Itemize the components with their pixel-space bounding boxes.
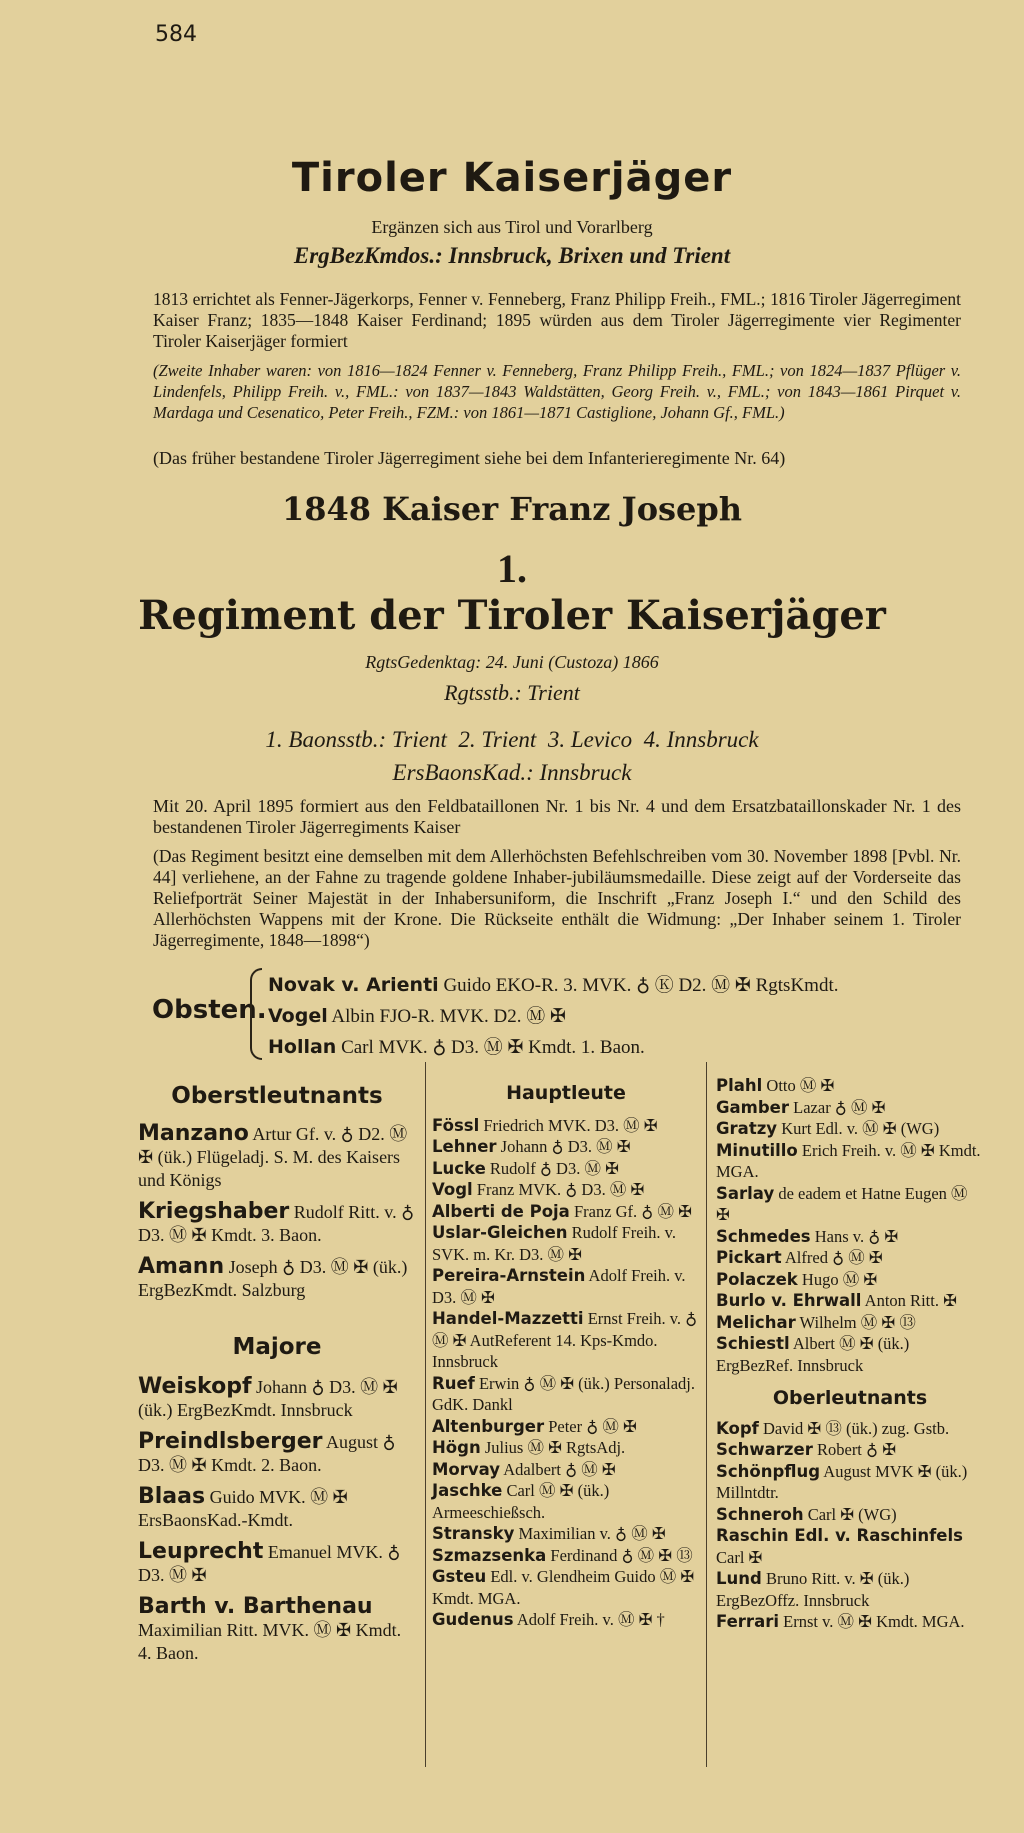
officer-entry: Szmazsenka Ferdinand ♁ Ⓜ ✠ ⑬ [432, 1545, 693, 1565]
officer-entry: Schmedes Hans v. ♁ ✠ [716, 1226, 899, 1246]
column-oberstleutnants-majore [138, 1085, 416, 1665]
column-hauptleute [432, 1083, 700, 1631]
officer-entry: Melichar Wilhelm Ⓜ ✠ ⑬ [716, 1312, 916, 1332]
officer-entry: Polaczek Hugo Ⓜ ✠ [716, 1269, 878, 1289]
obsten-entry: Hollan Carl MVK. ♁ D3. Ⓜ ✠ Kmdt. 1. Baon. [268, 1036, 645, 1058]
officer-entry: Schwarzer Robert ♁ ✠ [716, 1440, 897, 1459]
officer-entry: Manzano Artur Gf. v. ♁ D2. Ⓜ ✠ (ük.) Flügeladj. S. M. des Kaisers und Königs [138, 1121, 408, 1190]
battalion-staffs: 1. Baonsstb.: Trient 2. Trient 3. Levico 4. Innsbruck [265, 727, 759, 752]
officer-entry: Minutillo Erich Freih. v. Ⓜ ✠ Kmdt. MGA. [716, 1140, 981, 1181]
officer-entry: Schönpflug August MVK ✠ (ük.) Millntdtr. [716, 1461, 968, 1502]
owners-paragraph: (Zweite Inhaber waren: von 1816—1824 Fenner v. Fenneberg, Franz Philipp Freih., FML.; von 1824—1837 Pflüger v. Lindenfels, Philipp Freih. v., FML.: von 1837—1843 Waldstätten, Georg Freih. v., FML.; von 1843—1861 Pirquet v. Mardaga und Cesenatico, Peter Freih., FZM.: von 1861—1871 Castiglione, Johann Gf., FML.) [153, 361, 961, 422]
history-paragraph: 1813 errichtet als Fenner-Jägerkorps, Fenner v. Fenneberg, Franz Philipp Freih., FML.; 1816 Tiroler Jägerregiment Kaiser Franz; 1835—1848 Kaiser Ferdinand; 1895 würden aus dem Tiroler Jägerregimente vier Regimenter Tiroler Kaiserjäger formiert [153, 289, 961, 351]
officer-entry: Plahl Otto Ⓜ ✠ [716, 1076, 835, 1095]
formation-paragraph: Mit 20. April 1895 formiert aus den Feldbataillonen Nr. 1 bis Nr. 4 und dem Ersatzbataillonskader Nr. 1 des bestandenen Tiroler Jägerregiments Kaiser [153, 796, 961, 837]
officer-entry: Jaschke Carl Ⓜ ✠ (ük.) Armeeschießsch. [432, 1481, 610, 1522]
obsten-brace [250, 968, 262, 1060]
medal-paragraph: (Das Regiment besitzt eine demselben mit dem Allerhöchsten Befehlschreiben vom 30. November 1898 [Pvbl. Nr. 44] verliehene, an der Fahne zu tragende goldene Inhaber-jubiläumsmedaille. Diese zeigt auf der Vorderseite das Reliefporträt Seiner Majestät in der Inhabersuniform, die Inschrift „Franz Joseph I.“ und den Schild des Allerhöchsten Wappens mit der Krone. Die Rückseite enthält die Widmung: „Der Inhaber seinem 1. Tiroler Jägerregimente, 1848—1898“) [153, 846, 961, 950]
officer-entry: Schneroh Carl ✠ (WG) [716, 1504, 897, 1524]
officer-entry: Morvay Adalbert ♁ Ⓜ ✠ [432, 1459, 616, 1479]
officer-entry: Gudenus Adolf Freih. v. Ⓜ ✠ † [432, 1610, 665, 1629]
officer-entry: Altenburger Peter ♁ Ⓜ ✠ [432, 1416, 637, 1436]
hauptleute-heading: Hauptleute [506, 1082, 626, 1104]
obsten-list [268, 970, 838, 1063]
officer-entry: Gratzy Kurt Edl. v. Ⓜ ✠ (WG) [716, 1119, 940, 1138]
former-regiment-note: (Das früher bestandene Tiroler Jägerregiment siehe bei dem Infanterieregimente Nr. 64) [153, 448, 786, 468]
officer-entry: Ruef Erwin ♁ Ⓜ ✠ (ük.) Personaladj. GdK. Dankl [432, 1373, 696, 1414]
memorial-day: RgtsGedenktag: 24. Juni (Custoza) 1866 [365, 652, 659, 672]
officer-entry: Ferrari Ernst v. Ⓜ ✠ Kmdt. MGA. [716, 1612, 965, 1631]
obsten-entry: Vogel Albin FJO-R. MVK. D2. Ⓜ ✠ [268, 1005, 566, 1027]
officer-entry: Uslar-Gleichen Rudolf Freih. v. SVK. m. Kr. D3. Ⓜ ✠ [432, 1223, 676, 1264]
page-number: 584 [155, 22, 197, 47]
subtitle-region: Ergänzen sich aus Tirol und Vorarlberg [371, 217, 653, 237]
officer-entry: Blaas Guido MVK. Ⓜ ✠ ErsBaonsKad.-Kmdt. [138, 1484, 348, 1530]
obsten-label: Obsten. [152, 995, 267, 1025]
column-hauptleute-oberleutnants [716, 1075, 984, 1633]
heading-1848: 1848 Kaiser Franz Joseph [281, 490, 743, 528]
subtitle-commands: ErgBezKmdos.: Innsbruck, Brixen und Trient [293, 243, 731, 268]
officer-entry: Weiskopf Johann ♁ D3. Ⓜ ✠ (ük.) ErgBezKmdt. Innsbruck [138, 1374, 398, 1420]
regiment-title: Regiment der Tiroler Kaiserjäger [138, 592, 886, 639]
officer-entry: Högn Julius Ⓜ ✠ RgtsAdj. [432, 1438, 626, 1457]
officer-entry: Raschin Edl. v. Raschinfels Carl ✠ [716, 1526, 963, 1567]
officer-entry: Vogl Franz MVK. ♁ D3. Ⓜ ✠ [432, 1180, 645, 1199]
officer-entry: Burlo v. Ehrwall Anton Ritt. ✠ [716, 1291, 957, 1310]
officer-entry: Pereira-Arnstein Adolf Freih. v. D3. Ⓜ ✠ [432, 1266, 686, 1307]
officer-entry: Amann Joseph ♁ D3. Ⓜ ✠ (ük.) ErgBezKmdt. Salzburg [138, 1254, 408, 1300]
officer-entry: Schiestl Albert Ⓜ ✠ (ük.) ErgBezRef. Innsbruck [716, 1334, 910, 1375]
column-divider [425, 1062, 426, 1767]
regiment-staff: Rgtsstb.: Trient [444, 680, 580, 705]
officer-entry: Fössl Friedrich MVK. D3. Ⓜ ✠ [432, 1115, 658, 1135]
oberstleutnants-heading: Oberstleutnants [171, 1083, 383, 1109]
regiment-number: 1. [497, 546, 527, 591]
officer-entry: Alberti de Poja Franz Gf. ♁ Ⓜ ✠ [432, 1201, 692, 1221]
officer-entry: Stransky Maximilian v. ♁ Ⓜ ✠ [432, 1524, 666, 1543]
page-title: Tiroler Kaiserjäger [291, 155, 733, 201]
officer-entry: Leuprecht Emanuel MVK. ♁ D3. Ⓜ ✠ [138, 1539, 401, 1585]
column-divider [706, 1062, 707, 1767]
officer-entry: Pickart Alfred ♁ Ⓜ ✠ [716, 1248, 883, 1267]
officer-entry: Lehner Johann ♁ D3. Ⓜ ✠ [432, 1137, 631, 1156]
officer-entry: Kopf David ✠ ⑬ (ük.) zug. Gstb. [716, 1418, 950, 1438]
officer-entry: Preindlsberger August ♁ D3. Ⓜ ✠ Kmdt. 2. Baon. [138, 1429, 396, 1475]
officer-entry: Barth v. Barthenau Maximilian Ritt. MVK. Ⓜ ✠ Kmdt. 4. Baon. [138, 1594, 402, 1663]
officer-entry: Sarlay de eadem et Hatne Eugen Ⓜ ✠ [716, 1183, 968, 1224]
officer-entry: Gsteu Edl. v. Glendheim Guido Ⓜ ✠ Kmdt. MGA. [432, 1567, 695, 1608]
officer-entry: Handel-Mazzetti Ernst Freih. v. ♁ Ⓜ ✠ AutReferent 14. Kps-Kmdo. Innsbruck [432, 1309, 698, 1371]
majore-heading: Majore [232, 1334, 322, 1360]
officer-entry: Lucke Rudolf ♁ D3. Ⓜ ✠ [432, 1158, 619, 1178]
oberleutnants-heading: Oberleutnants [772, 1387, 928, 1409]
officer-entry: Kriegshaber Rudolf Ritt. v. ♁ D3. Ⓜ ✠ Kmdt. 3. Baon. [138, 1199, 415, 1245]
reserve-cadre: ErsBaonsKad.: Innsbruck [392, 760, 632, 785]
officer-entry: Lund Bruno Ritt. v. ✠ (ük.) ErgBezOffz. Innsbruck [716, 1569, 910, 1610]
obsten-entry: Novak v. Arienti Guido EKO-R. 3. MVK. ♁ Ⓚ D2. Ⓜ ✠ RgtsKmdt. [268, 974, 839, 996]
officer-entry: Gamber Lazar ♁ Ⓜ ✠ [716, 1097, 886, 1117]
